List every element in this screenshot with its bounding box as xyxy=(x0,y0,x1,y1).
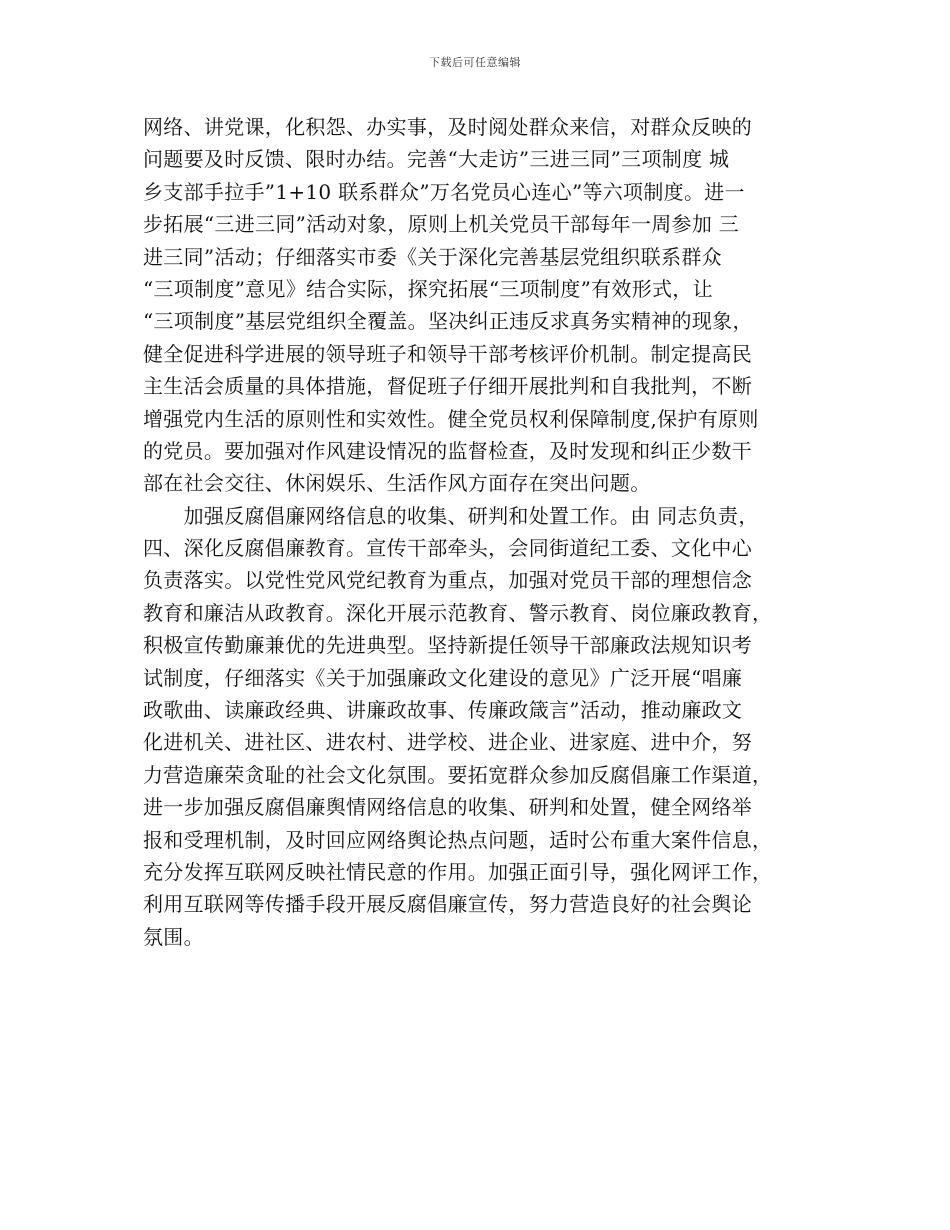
text-line: 加强反腐倡廉网络信息的收集、研判和处置工作。由 同志负责， xyxy=(143,503,759,528)
text-line: 氛围。 xyxy=(143,924,204,949)
text-line: 充分发挥互联网反映社情民意的作用。加强正面引导，强化网评工作， xyxy=(143,859,773,884)
text-line: 部在社会交往、休闲娱乐、生活作风方面存在突出问题。 xyxy=(143,471,651,496)
text-line: 步拓展“三进三同”活动对象，原则上机关党员干部每年一周参加 三 xyxy=(143,212,740,237)
text-line: 的党员。要加强对作风建设情况的监督检查，及时发现和纠正少数干 xyxy=(143,438,752,463)
text-line: 乡支部手拉手”1+10 联系群众”万名党员心连心”等六项制度。进一 xyxy=(143,179,745,204)
text-line: “三项制度”意见》结合实际，探究拓展“三项制度”有效形式，让 xyxy=(143,276,713,301)
text-line: 化进机关、进社区、进农村、进学校、进企业、进家庭、进中介，努 xyxy=(143,730,752,755)
text-line: 健全促进科学进展的领导班子和领导干部考核评价机制。制定提高民 xyxy=(143,341,752,366)
text-line: 四、深化反腐倡廉教育。宣传干部牵头，会同街道纪工委、文化中心 xyxy=(143,536,752,561)
page-header: 下载后可任意编辑 xyxy=(429,56,521,69)
text-line: 利用互联网等传播手段开展反腐倡廉宣传，努力营造良好的社会舆论 xyxy=(143,892,752,917)
text-line: 政歌曲、读廉政经典、讲廉政故事、传廉政箴言”活动，推动廉政文 xyxy=(143,698,743,723)
text-line: 主生活会质量的具体措施，督促班子仔细开展批判和自我批判，不断 xyxy=(143,374,752,399)
text-line: 网络、讲党课，化积怨、办实事，及时阅处群众来信，对群众反映的 xyxy=(143,115,752,139)
text-line: 试制度，仔细落实《关于加强廉政文化建设的意见》广泛开展“唱廉 xyxy=(143,665,743,690)
text-line: “三项制度”基层党组织全覆盖。坚决纠正违反求真务实精神的现象， xyxy=(143,309,753,334)
text-line: 进一步加强反腐倡廉舆情网络信息的收集、研判和处置，健全网络举 xyxy=(143,795,752,820)
body-text xyxy=(143,111,807,953)
text-line: 增强党内生活的原则性和实效性。健全党员权利保障制度,保护有原则 xyxy=(143,406,759,431)
text-line: 报和受理机制，及时回应网络舆论热点问题，适时公布重大案件信息， xyxy=(143,827,773,852)
text-line: 积极宣传勤廉兼优的先进典型。坚持新提任领导干部廉政法规知识考 xyxy=(143,633,752,658)
text-line: 力营造廉荣贪耻的社会文化氛围。要拓宽群众参加反腐倡廉工作渠道， xyxy=(143,762,773,787)
text-line: 问题要及时反馈、限时办结。完善“大走访”三进三同”三项制度 城 xyxy=(143,147,730,172)
text-line: 教育和廉洁从政教育。深化开展示范教育、警示教育、岗位廉政教育， xyxy=(143,600,773,625)
text-line: 负责落实。以党性党风党纪教育为重点，加强对党员干部的理想信念 xyxy=(143,568,752,593)
text-line: 进三同”活动；仔细落实市委《关于深化完善基层党组织联系群众 xyxy=(143,244,722,269)
